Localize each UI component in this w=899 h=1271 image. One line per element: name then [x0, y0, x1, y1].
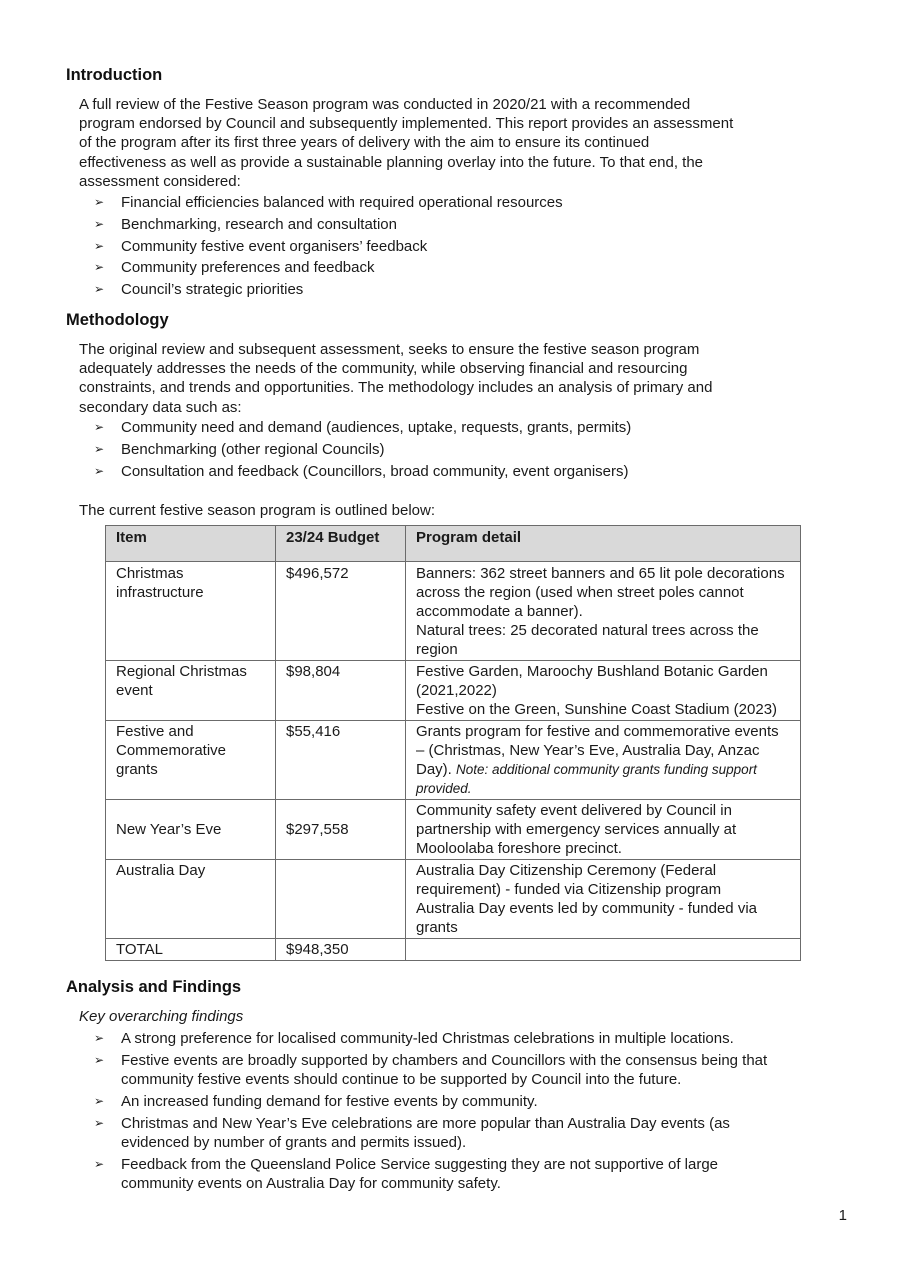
total-label: TOTAL: [106, 939, 276, 961]
detail-line: Festive Garden, Maroochy Bushland Botanic Garden (2021,2022): [416, 663, 768, 699]
table-row: [106, 860, 801, 939]
table-intro-text: The current festive season program is outlined below:: [79, 502, 436, 519]
list-item: ➢ A strong preference for localised community-led Christmas celebrations in multiple locations.: [94, 1030, 734, 1047]
list-item: ➢ Christmas and New Year’s Eve celebrations are more popular than Australia Day events (as evidenced by number of grants and permits issued).: [94, 1114, 730, 1151]
cell-program-detail: [406, 661, 801, 721]
cell-program-detail: [406, 800, 801, 860]
festive-program-table: [105, 525, 801, 961]
detail-line: Festive on the Green, Sunshine Coast Stadium (2023): [416, 701, 778, 718]
list-item: ➢ Council’s strategic priorities: [94, 281, 304, 299]
detail-note: Note: additional community grants funding support provided.: [416, 762, 757, 796]
arrow-bullet-icon: ➢: [94, 1031, 105, 1045]
introduction-heading: Introduction: [66, 66, 163, 84]
arrow-bullet-icon: ➢: [94, 1093, 105, 1108]
methodology-bullet-list: [94, 418, 794, 483]
introduction-paragraph: [79, 95, 809, 191]
list-item: ➢ Benchmarking, research and consultation: [94, 215, 397, 233]
table-row: [106, 800, 801, 860]
arrow-bullet-icon: ➢: [94, 238, 105, 253]
para-line: secondary data such as:: [79, 398, 242, 416]
para-line: constraints, and trends and opportunities. The methodology includes an analysis of primary and: [79, 379, 713, 397]
arrow-bullet-icon: ➢: [94, 1156, 105, 1171]
arrow-bullet-icon: ➢: [94, 282, 105, 297]
list-item: ➢ Consultation and feedback (Councillors, broad community, event organisers): [94, 462, 629, 480]
list-item: ➢ Feedback from the Queensland Police Service suggesting they are not supportive of large community events on Australia Day for community safety.: [94, 1155, 719, 1192]
introduction-bullet-list: [94, 193, 794, 302]
para-line: adequately addresses the needs of the community, while observing financial and resourcing: [79, 360, 688, 378]
detail-line: Community safety event delivered by Council in partnership with emergency services annually at Mooloolaba foreshore precinct.: [416, 802, 737, 857]
cell-program-detail: [406, 860, 801, 939]
total-value: $948,350: [276, 939, 406, 961]
detail-line: Natural trees: 25 decorated natural trees across the region: [416, 622, 759, 658]
para-line: A full review of the Festive Season program was conducted in 2020/21 with a recommended: [79, 96, 691, 113]
cell-budget: $297,558: [276, 800, 406, 860]
list-item: ➢ Community need and demand (audiences, uptake, requests, grants, permits): [94, 419, 632, 436]
cell-item: New Year’s Eve: [106, 800, 276, 860]
arrow-bullet-icon: ➢: [94, 463, 105, 478]
list-item: ➢ An increased funding demand for festive events by community.: [94, 1092, 538, 1110]
cell-item: Festive and Commemorative grants: [106, 721, 276, 800]
table-row: [106, 721, 801, 800]
cell-budget: [276, 860, 406, 939]
cell-budget: $55,416: [276, 721, 406, 800]
findings-bullet-list: [94, 1029, 794, 1196]
arrow-bullet-icon: ➢: [94, 441, 105, 456]
methodology-paragraph: [79, 340, 809, 417]
column-header-item: Item: [106, 526, 276, 562]
analysis-subheading: Key overarching findings: [79, 1008, 244, 1025]
cell-item: Christmas infrastructure: [106, 562, 276, 661]
para-line: of the program after its first three years of delivery with the aim to ensure its continued: [79, 134, 650, 152]
detail-line: Australia Day events led by community - funded via grants: [416, 900, 757, 936]
para-line: program endorsed by Council and subsequently implemented. This report provides an assessment: [79, 115, 734, 133]
list-item: ➢ Benchmarking (other regional Councils): [94, 440, 385, 458]
list-item: ➢ Festive events are broadly supported by chambers and Councillors with the consensus being that community festive events should continue to be supported by Council into the future.: [94, 1051, 768, 1088]
column-header-program-detail: Program detail: [406, 526, 801, 562]
table-header-row: [106, 526, 801, 562]
table-row: [106, 562, 801, 661]
table-total-row: [106, 939, 801, 961]
arrow-bullet-icon: ➢: [94, 420, 105, 434]
para-line: assessment considered:: [79, 172, 241, 190]
detail-line: Australia Day Citizenship Ceremony (Federal requirement) - funded via Citizenship program: [416, 862, 722, 898]
methodology-heading: Methodology: [66, 311, 169, 329]
arrow-bullet-icon: ➢: [94, 195, 105, 209]
cell-budget: $98,804: [276, 661, 406, 721]
list-item: ➢ Community preferences and feedback: [94, 259, 375, 277]
total-empty-cell: [406, 939, 801, 961]
arrow-bullet-icon: ➢: [94, 1115, 105, 1130]
detail-text: Grants program for festive and commemorative events – (Christmas, New Year’s Eve, Australia Day, Anzac Day).: [416, 723, 779, 778]
table-row: [106, 661, 801, 721]
cell-program-detail: [406, 721, 801, 800]
arrow-bullet-icon: ➢: [94, 1052, 105, 1067]
arrow-bullet-icon: ➢: [94, 216, 105, 231]
list-item: ➢ Financial efficiencies balanced with required operational resources: [94, 194, 563, 211]
para-line: effectiveness as well as provide a sustainable planning overlay into the future. To that end, the: [79, 153, 704, 171]
cell-budget: $496,572: [276, 562, 406, 661]
detail-line: Banners: 362 street banners and 65 lit pole decorations across the region (used when street poles cannot accommodate a banner).: [416, 565, 785, 620]
analysis-heading: Analysis and Findings: [66, 978, 242, 996]
cell-item: Regional Christmas event: [106, 661, 276, 721]
cell-program-detail: [406, 562, 801, 661]
arrow-bullet-icon: ➢: [94, 260, 105, 275]
para-line: The original review and subsequent assessment, seeks to ensure the festive season program: [79, 341, 700, 358]
column-header-budget: 23/24 Budget: [276, 526, 406, 562]
cell-item: Australia Day: [106, 860, 276, 939]
page-number: 1: [838, 1207, 847, 1224]
list-item: ➢ Community festive event organisers’ feedback: [94, 237, 428, 255]
